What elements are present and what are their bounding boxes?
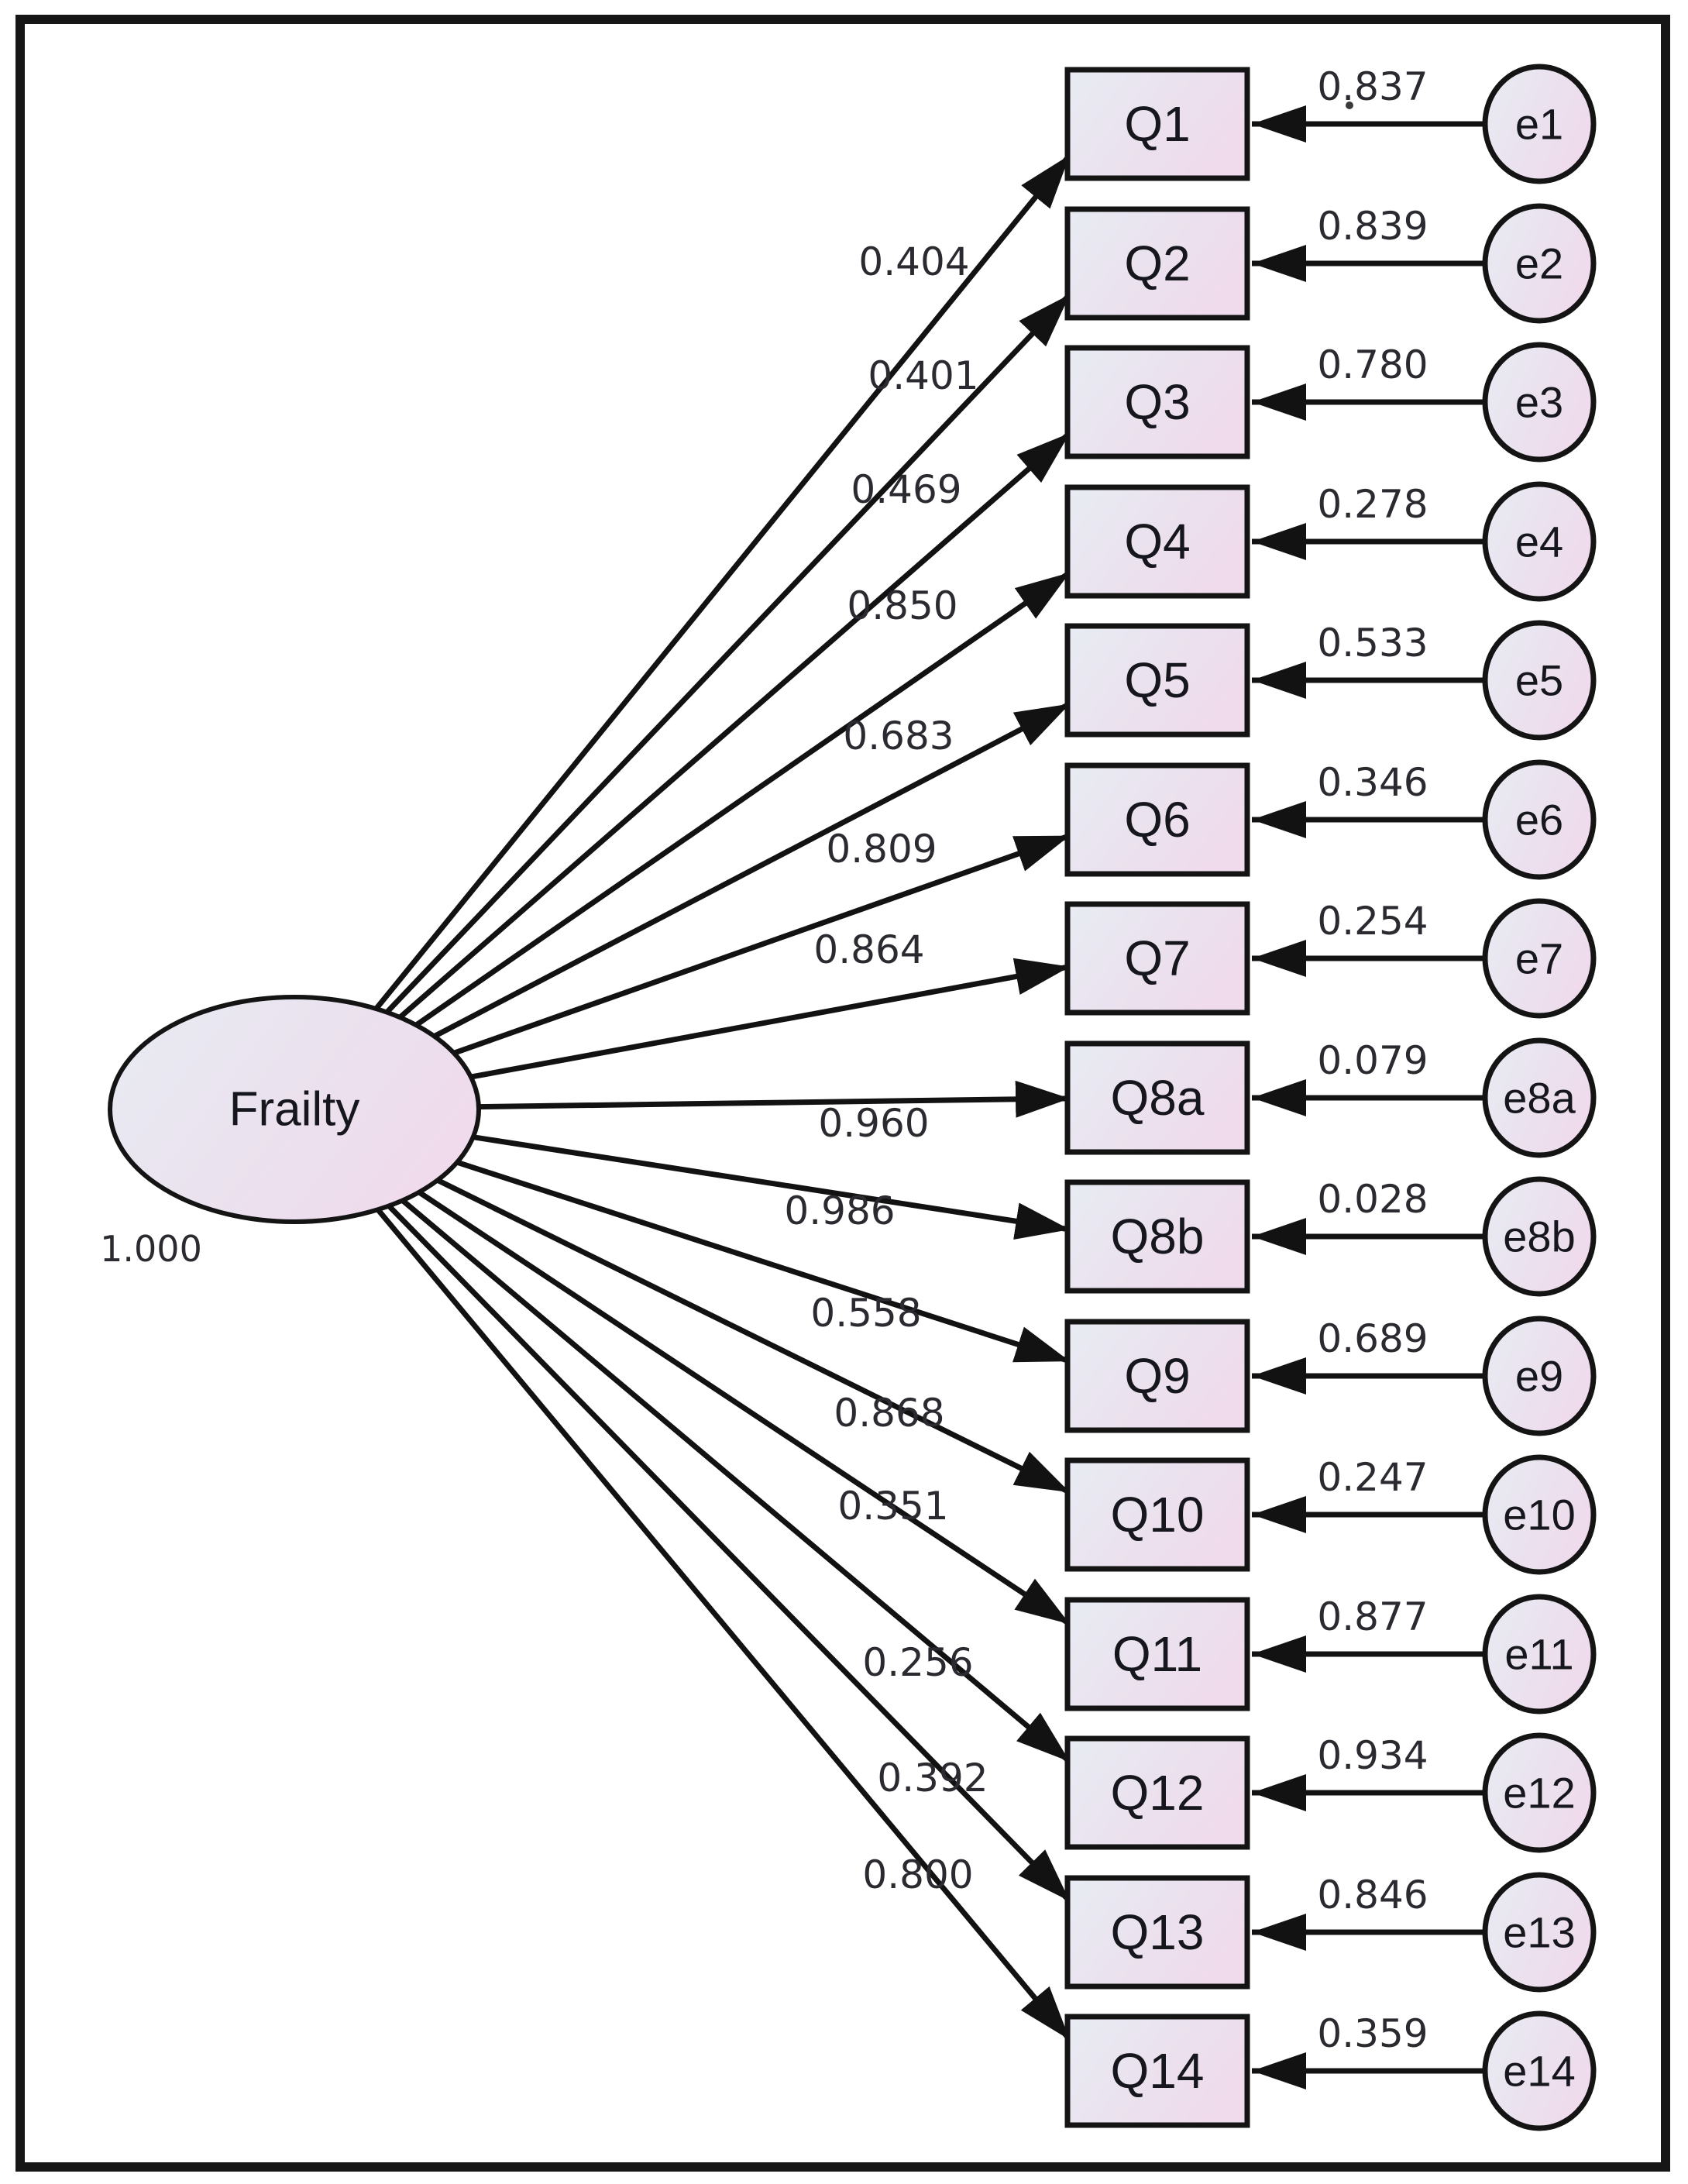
loading-value-q3: 0.469 (851, 467, 962, 512)
loading-path-q2 (387, 294, 1070, 1013)
indicator-label-q12: Q12 (1110, 1765, 1205, 1821)
error-label-e13: e13 (1503, 1907, 1576, 1957)
error-value-e9: 0.689 (1317, 1316, 1428, 1361)
error-label-e9: e9 (1514, 1351, 1564, 1401)
indicator-label-q5: Q5 (1124, 652, 1191, 708)
loading-path-q9 (457, 1162, 1070, 1361)
error-value-e1: 0.837 (1317, 64, 1428, 109)
error-label-e8a: e8a (1503, 1073, 1576, 1123)
error-value-e7: 0.254 (1317, 899, 1428, 944)
loading-path-q14 (378, 1209, 1070, 2040)
loading-value-q1: 0.404 (858, 239, 970, 284)
loading-value-q6: 0.809 (826, 827, 937, 872)
loading-value-q7: 0.864 (813, 927, 925, 972)
error-value-e12: 0.934 (1317, 1733, 1428, 1778)
loading-path-q6 (454, 836, 1070, 1054)
error-label-e2: e2 (1514, 239, 1564, 288)
indicator-label-q9: Q9 (1124, 1348, 1191, 1404)
error-value-e13: 0.846 (1317, 1873, 1428, 1917)
error-label-e4: e4 (1514, 517, 1564, 566)
error-value-e5: 0.533 (1317, 621, 1428, 666)
latent-variance-value: 1.000 (100, 1228, 202, 1270)
indicator-label-q2: Q2 (1124, 236, 1191, 291)
indicator-label-q11: Q11 (1112, 1626, 1203, 1682)
error-label-e10: e10 (1503, 1490, 1576, 1539)
error-label-e5: e5 (1514, 655, 1564, 705)
loading-path-q10 (438, 1180, 1070, 1492)
loading-value-q12: 0.256 (862, 1640, 974, 1685)
error-value-e14: 0.359 (1317, 2011, 1428, 2056)
loading-value-q9: 0.558 (810, 1291, 922, 1336)
indicator-label-q14: Q14 (1110, 2043, 1205, 2099)
indicator-label-q10: Q10 (1110, 1487, 1205, 1543)
error-value-e8a: 0.079 (1317, 1038, 1428, 1083)
indicator-label-q3: Q3 (1124, 374, 1191, 430)
loading-path-q8b (473, 1137, 1070, 1230)
error-value-e8b: 0.028 (1317, 1177, 1428, 1222)
error-value-e3: 0.780 (1317, 342, 1428, 387)
loading-value-q8a: 0.960 (818, 1101, 930, 1146)
loading-value-q4: 0.850 (847, 583, 958, 628)
indicator-label-q7: Q7 (1124, 930, 1191, 986)
indicator-label-q1: Q1 (1124, 96, 1191, 152)
error-label-e8b: e8b (1503, 1212, 1576, 1261)
loading-path-q8a (479, 1099, 1070, 1107)
loading-value-q2: 0.401 (868, 353, 979, 398)
loading-value-q8b: 0.986 (784, 1188, 896, 1233)
error-value-e10: 0.247 (1317, 1455, 1428, 1500)
loading-value-q14: 0.800 (862, 1852, 974, 1897)
indicator-label-q6: Q6 (1124, 792, 1191, 848)
error-label-e1: e1 (1514, 99, 1564, 149)
error-label-e7: e7 (1514, 934, 1564, 983)
error-value-e2: 0.839 (1317, 204, 1428, 249)
error-label-e12: e12 (1503, 1768, 1576, 1818)
indicator-label-q4: Q4 (1124, 514, 1191, 569)
error-value-e11: 0.877 (1317, 1594, 1428, 1639)
latent-label: Frailty (229, 1082, 360, 1137)
error-label-e3: e3 (1514, 377, 1564, 427)
error-label-e6: e6 (1514, 795, 1564, 844)
loading-value-q5: 0.683 (843, 714, 954, 758)
error-value-e4: 0.278 (1317, 482, 1428, 527)
loading-path-q3 (400, 433, 1070, 1017)
error-label-e14: e14 (1503, 2046, 1576, 2096)
loading-path-q7 (471, 967, 1070, 1077)
loading-value-q11: 0.351 (837, 1484, 949, 1529)
loading-value-q13: 0.392 (877, 1756, 988, 1801)
indicator-label-q13: Q13 (1110, 1904, 1205, 1960)
loading-value-q10: 0.868 (834, 1391, 945, 1436)
error-value-e6: 0.346 (1317, 760, 1428, 805)
error-label-e11: e11 (1504, 1629, 1574, 1679)
indicator-label-q8b: Q8b (1110, 1209, 1205, 1264)
indicator-label-q8a: Q8a (1110, 1070, 1205, 1126)
